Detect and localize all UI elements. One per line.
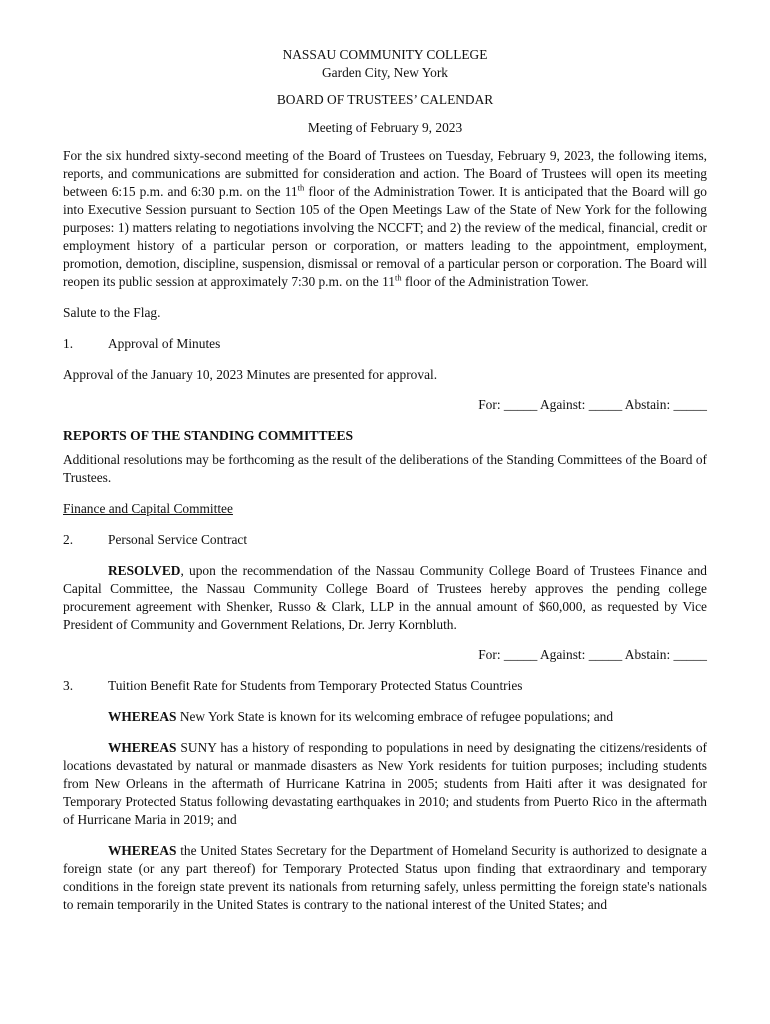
item-3-number: 3. [63,678,74,693]
whereas-paragraph-1 [63,708,707,726]
whereas-label-1: WHEREAS [108,709,177,724]
reports-text: Additional resolutions may be forthcoming as the result of the deliberations of the Standing Committees of the Board of Trustees. [63,452,707,485]
whereas-label-2: WHEREAS [108,740,177,755]
salute-line: Salute to the Flag. [63,305,161,320]
item-2-heading [63,531,707,549]
item-2-resolution-text: , upon the recommendation of the Nassau Community College Board of Trustees Finance and Capital Committee, the Nassau Community College Board of Trustees hereby approves the pending college procurement agreement with Shenker, Russo & Clark, LLP in the annual amount of $60,000, as requested by Vice President of Community and Government Relations, Dr. Jerry Kornbluth. [63,563,707,632]
calendar-title: BOARD OF TRUSTEES’ CALENDAR [276,92,494,107]
whereas-text-2: SUNY has a history of responding to populations in need by designating the citizens/residents of locations devastated by natural or manmade disasters as New York residents for tuition purposes; including students from New Orleans in the aftermath of Hurricane Katrina in 2005; students from Haiti after it was designated for Temporary Protected Status following devastating earthquakes in 2010; and students from Puerto Rico in the aftermath of Hurricane Maria in 2019; and [63,740,707,827]
whereas-text-1: New York State is known for its welcoming embrace of refugee populations; and [176,709,614,724]
college-location: Garden City, New York [322,65,448,80]
item-1-title: Approval of Minutes [108,336,221,351]
item-3-heading [63,677,707,695]
item-2-title: Personal Service Contract [108,532,248,547]
intro-text-2: floor of the Administration Tower. It is anticipated that the Board will go into Executive Session pursuant to Section 105 of the Open Meetings Law of the State of New York for the following purposes: 1) matters relating to negotiations involving the NCCFT; and 2) the review of the medical, financial, credit or employment history of a particular person or corporation, or matters leading to the appointment, employment, promotion, demotion, discipline, suspension, dismissal or removal of a particular person or corporation. The Board will reopen its public session at approximately 7:30 p.m. on the 11 [63,184,707,289]
finance-committee-heading [63,500,707,518]
item-1-vote: For: _____ Against: _____ Abstain: _____ [478,397,707,412]
college-name: NASSAU COMMUNITY COLLEGE [282,47,488,62]
resolved-label: RESOLVED [108,563,181,578]
intro-sup-1: th [297,182,305,193]
reports-heading: REPORTS OF THE STANDING COMMITTEES [63,428,354,443]
intro-paragraph [63,147,707,291]
document-page [63,46,707,914]
intro-text-1: For the six hundred sixty-second meeting of the Board of Trustees on Tuesday, February 9, 2023, the following items, reports, and communications are submitted for consideration and action. The Board of Trustees will open its meeting between 6:15 p.m. and 6:30 p.m. on the 11 [63,148,707,199]
whereas-label-3: WHEREAS [108,843,177,858]
item-1-number: 1. [63,336,74,351]
whereas-paragraph-2 [63,739,707,829]
meeting-date: Meeting of February 9, 2023 [307,120,463,135]
intro-text-3: floor of the Administration Tower. [401,274,589,289]
item-2-resolution [63,562,707,634]
item-3-title: Tuition Benefit Rate for Students from Temporary Protected Status Countries [108,678,523,693]
finance-committee-label: Finance and Capital Committee [63,501,233,516]
item-2-vote: For: _____ Against: _____ Abstain: _____ [478,647,707,662]
item-1-heading [63,335,707,353]
whereas-text-3: the United States Secretary for the Department of Homeland Security is authorized to designate a foreign state (or any part thereof) for Temporary Protected Status upon finding that extraordinary and temporary conditions in the foreign state prevent its nationals from returning safely, unless permitting the foreign state's nationals to remain temporarily in the United States is contrary to the national interest of the United States; and [63,843,707,912]
whereas-paragraph-3 [63,842,707,914]
item-2-number: 2. [63,532,74,547]
document-header [63,46,707,137]
item-1-text: Approval of the January 10, 2023 Minutes are presented for approval. [63,367,438,382]
intro-sup-2: th [394,272,402,283]
